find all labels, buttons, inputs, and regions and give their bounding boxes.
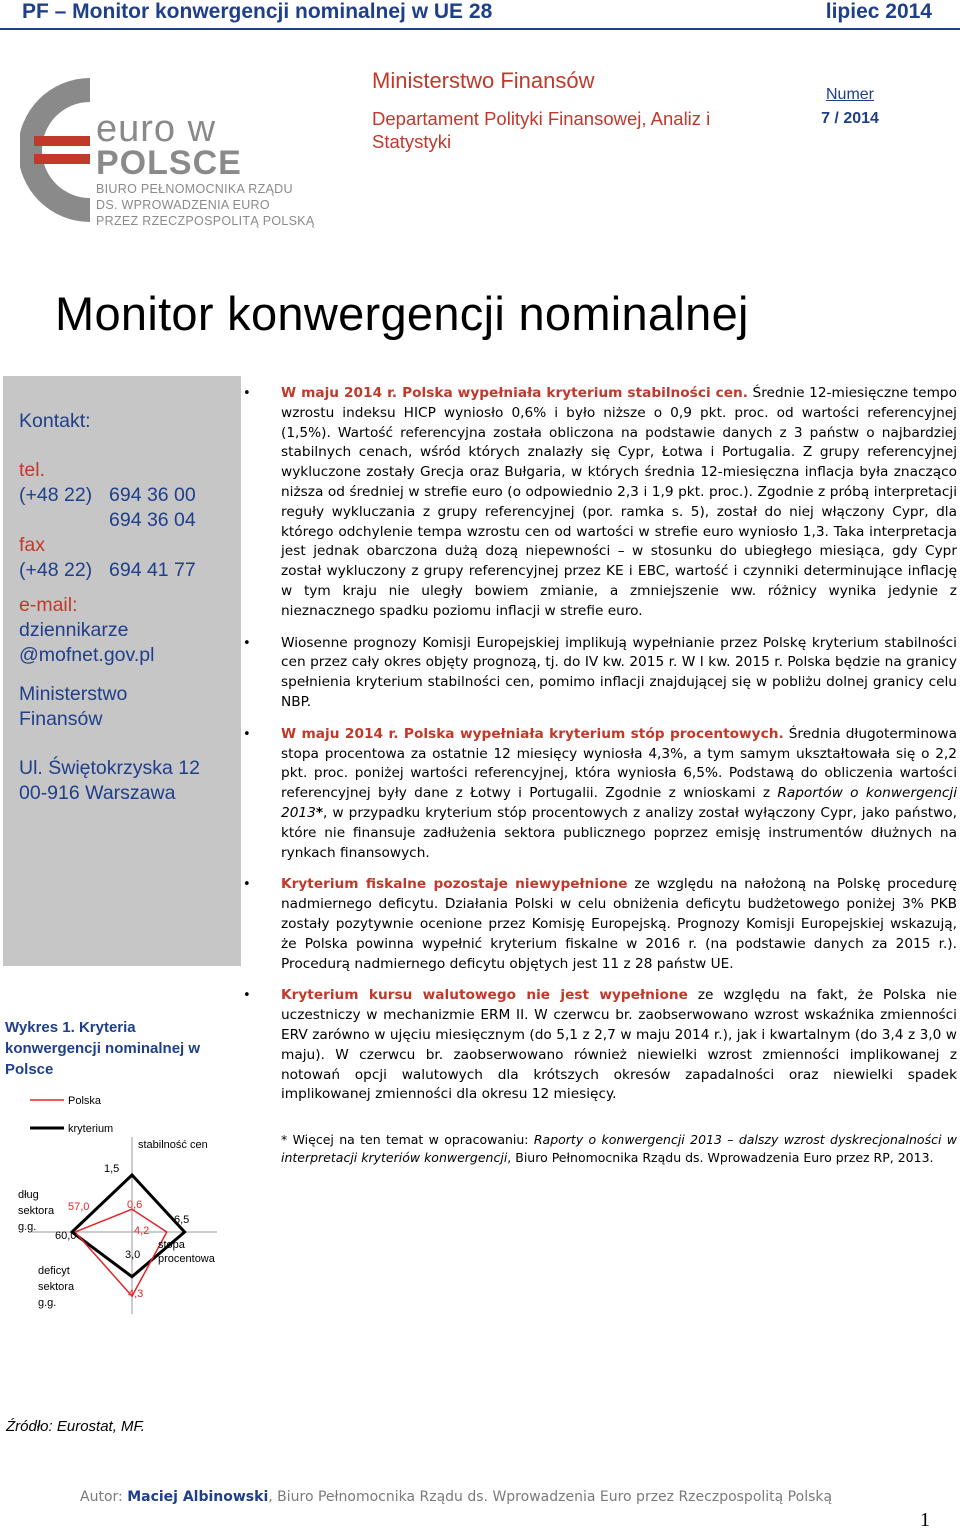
top-header: [0, 0, 960, 30]
department-name: Departament Polityki Finansowej, Analiz i Statystyki: [372, 108, 711, 152]
axis-label-deficyt-1: deficyt: [38, 1265, 70, 1277]
bullet-1-lead: W maju 2014 r. Polska wypełniała kryterium stabilności cen.: [281, 385, 748, 401]
author-name: Maciej Albinowski: [127, 1489, 269, 1505]
main-content: [237, 384, 957, 1167]
fax-prefix: (+48 22): [19, 559, 93, 581]
value-polska-def: 4,3: [128, 1288, 144, 1300]
axis-label-dlug-3: g.g.: [18, 1221, 37, 1233]
document-title: PF – Monitor konwergencji nominalnej w UE 28: [22, 0, 493, 23]
bullet-dot-icon: •: [243, 635, 251, 651]
bullet-4-text: ze względu na nałożoną na Polskę procedurę nadmiernego deficytu. Działania Polski w celu obniżenia deficytu budżetowego poniżej 3% PKB zostały pozytywnie ocenione przez Komisję Europejską. Prognozy Komisji Europejskiej wskazują, że Polska powinna wypełnić kryterium fiskalne w 2016 r. (na podstawie danych za 2015 r.). Procedurą nadmiernego deficytu objętych jest 11 z 28 państw UE.: [281, 876, 957, 972]
value-kryt-dlug: 60,0: [55, 1230, 77, 1242]
footnote: [281, 1131, 957, 1167]
axis-label-dlug-2: sektora: [18, 1205, 55, 1217]
tel-label: tel.: [19, 459, 46, 481]
fax-number: 694 41 77: [109, 559, 196, 581]
axis-label-deficyt-3: g.g.: [38, 1297, 57, 1309]
value-kryt-stopa: 6,5: [174, 1214, 190, 1226]
email-line-1[interactable]: dziennikarze: [19, 619, 129, 641]
value-polska-stopa: 4,2: [134, 1225, 150, 1237]
tel-number-1: 694 36 00: [109, 484, 196, 506]
value-polska-stab: 0,6: [127, 1199, 143, 1211]
bullet-3-italic: Raportów o konwergencji 2013: [281, 785, 957, 821]
value-kryt-stab: 1,5: [104, 1163, 120, 1175]
footnote-italic: Raporty o konwergencji 2013 – dalszy wzrost dyskrecjonalności w interpretacji kryteriów konwergencji: [281, 1132, 957, 1166]
bullet-exchange-rate: [237, 986, 957, 1105]
bullet-dot-icon: •: [243, 726, 251, 742]
footnote-pre: * Więcej na ten temat w opracowaniu:: [281, 1132, 534, 1148]
bullet-5-text: ze względu na fakt, że Polska nie uczestniczy w mechanizmie ERM II. W czerwcu br. zaobserwowano wzrost wskaźnika zmienności ERV zarówno w ujęciu miesięcznym (do 5,1 z 2,7 w maju 2014 r.), jak i kwartalnym (do 3,4 z 3,0 w maju). W czerwcu br. zaobserwowano również niewielki wzrost zmienności implikowanej z notowań opcji walutowych dla krótszych okresów zapadalności oraz niewielki spadek implikowanej zmienności dla okresu 12 miesięcy.: [281, 987, 957, 1103]
logo-line1: euro w: [96, 108, 217, 150]
address-line-1: Ul. Świętokrzyska 12: [19, 757, 200, 779]
bullet-dot-icon: •: [243, 988, 251, 1004]
address-line-2: 00-916 Warszawa: [19, 782, 176, 804]
bullet-1-text: Średnie 12-miesięczne tempo wzrostu indeksu HICP wyniosło 0,6% i było niższe o 0,9 pkt. proc. od wartości referencyjnej (1,5%). Wartość referencyjna została obliczona na podstawie danych z 3 państw o najbardziej stabilnych cenach, wśród których znalazły się Cypr, Łotwa i Portugalia. Z grupy referencyjnej wykluczone zostały Grecja oraz Bułgaria, w których średnia 12-miesięczna inflacja była znacząco niższa od średniej w strefie euro (o odpowiednio 2,3 i 1,9 pkt. proc.). Zgodnie z próbą interpretacji reguły wykluczania z grupy referencyjnej (por. ramka s. 5), został do niej włączony Cypr, dla którego odchylenie tempa wzrostu cen od wartości w strefie euro wyniosło 1,3. Taka interpretacja jest jednak obarczona dużą dozą niepewności – w stosunku do ubiegłego miesiąca, gdy Cypr został wykluczony z grupy referencyjnej przez KE i EBC, wartość i czynniki determinujące inflację w tym kraju nie uległy bowiem zmianie, a zmniejszenie ww. różnicy wynika jedynie z nieznacznego spadku poziomu inflacji w strefie euro.: [281, 385, 957, 619]
bullet-3-lead: W maju 2014 r. Polska wypełniała kryterium stóp procentowych.: [281, 725, 784, 742]
bullet-dot-icon: •: [243, 877, 251, 893]
bullet-4-lead: Kryterium fiskalne pozostaje niewypełnione: [281, 876, 628, 893]
value-polska-dlug: 57,0: [68, 1201, 90, 1213]
chart-title: Wykres 1. Kryteria konwergencji nominalnej w Polsce: [5, 1019, 201, 1078]
legend-kryterium: kryterium: [68, 1123, 114, 1135]
series-polska: [75, 1209, 167, 1296]
bullet-fiscal: [237, 875, 957, 974]
ministry-block: [372, 68, 732, 153]
bullet-dot-icon: •: [243, 386, 251, 401]
logo-sub3: PRZEZ RZECZPOSPOLITĄ POLSKĄ: [96, 214, 315, 228]
contact-sidebar: [3, 376, 241, 966]
main-title: Monitor konwergencji nominalnej: [55, 287, 749, 340]
bullet-forecast: [237, 634, 957, 713]
axis-label-stabilnosc: stabilność cen: [138, 1139, 208, 1151]
ministry-name: Ministerstwo Finansów: [372, 68, 595, 93]
page-number: 1: [920, 1509, 930, 1531]
radar-chart: [0, 1080, 245, 1320]
bullet-3-mark: *: [315, 804, 324, 821]
logo-sub1: BIURO PEŁNOMOCNIKA RZĄDU: [96, 182, 293, 196]
document-date: lipiec 2014: [825, 0, 932, 23]
fax-label: fax: [19, 534, 46, 556]
issue-number: [790, 86, 910, 128]
legend-polska: Polska: [68, 1095, 102, 1107]
author-line: [80, 1489, 832, 1505]
author-label: Autor:: [80, 1489, 128, 1505]
logo-emblem-icon: [20, 70, 100, 230]
logo-sub2: DS. WPROWADZENIA EURO: [96, 198, 270, 212]
contact-heading: Kontakt:: [19, 410, 91, 432]
axis-label-stopa-1: stopa: [158, 1239, 185, 1251]
issue-value: 7 / 2014: [821, 110, 879, 127]
footnote-post: , Biuro Pełnomocnika Rządu ds. Wprowadzenia Euro przez RP, 2013.: [507, 1150, 934, 1166]
author-org: , Biuro Pełnomocnika Rządu ds. Wprowadzenia Euro przez Rzeczpospolitą Polską: [268, 1489, 833, 1505]
email-line-2[interactable]: @mofnet.gov.pl: [19, 644, 155, 666]
logo-line2: POLSCE: [96, 144, 242, 182]
bullet-3-text-2: , w przypadku kryterium stóp procentowych z analizy został wyłączony Cypr, jako państwo, które nie finansuje zadłużenia sektora publicznego poprzez emisję instrumentów dłużnych na rynkach finansowych.: [281, 804, 957, 861]
value-kryt-def: 3,0: [125, 1249, 141, 1261]
bullet-2-text: Wiosenne prognozy Komisji Europejskiej implikują wypełnianie przez Polskę kryterium stabilności cen przez cały okres objęty prognozą, tj. do IV kw. 2015 r. W I kw. 2015 r. Polska będzie na granicy spełnienia kryterium stabilności cen, pomimo inflacji znajdującej się w pobliżu dolnej granicy celu NBP.: [281, 634, 957, 710]
chart-source: Źródło: Eurostat, MF.: [6, 1418, 145, 1435]
tel-prefix: (+48 22): [19, 484, 93, 506]
bullet-interest-rates: [237, 725, 957, 864]
email-label: e-mail:: [19, 594, 78, 616]
tel-number-2: 694 36 04: [109, 509, 196, 531]
axis-label-dlug-1: dług: [18, 1189, 39, 1201]
bullet-price-stability: [237, 384, 957, 622]
bullet-3-text-1: Średnia długoterminowa stopa procentowa za ostatnie 12 miesięcy wyniosła 4,3%, a tym samym ukształtowała się o 2,2 pkt. proc. poniżej wartości referencyjnej, która wyniosła 6,5%. Podstawą do obliczenia wartości referencyjnej były dane z Łotwy i Portugalii. Zgodnie z wnioskami z: [281, 725, 957, 802]
euro-w-polsce-logo: [20, 70, 320, 240]
org-line-2: Finansów: [19, 708, 103, 730]
axis-label-deficyt-2: sektora: [38, 1281, 75, 1293]
bullet-5-lead: Kryterium kursu walutowego nie jest wypełnione: [281, 987, 688, 1004]
axis-label-stopa-2: procentowa: [158, 1253, 215, 1265]
org-line-1: Ministerstwo: [19, 683, 128, 705]
issue-label: Numer: [825, 86, 874, 103]
